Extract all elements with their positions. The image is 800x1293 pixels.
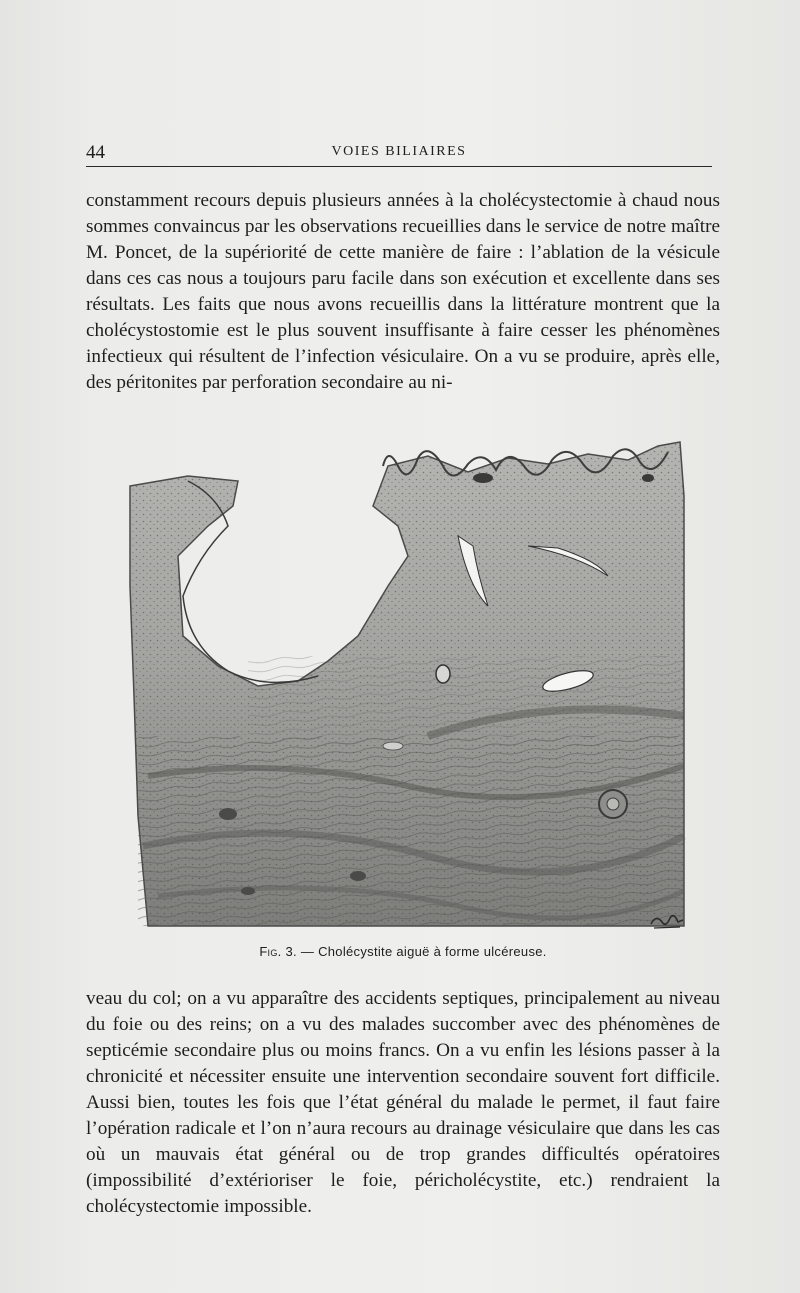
header-rule (86, 166, 712, 167)
figure-label: Fig. 3. (259, 944, 297, 959)
histology-section-illustration (128, 436, 686, 932)
page-number: 44 (86, 142, 105, 163)
caption-dash: — (300, 944, 315, 959)
histology-figure (128, 436, 686, 932)
running-head (86, 140, 712, 166)
running-head-title: VOIES BILIAIRES (331, 144, 467, 159)
body-paragraph-top: constamment recours depuis plusieurs années à la cholécystectomie à chaud nous sommes convaincus par les observations recueillies dans le service de notre maître M. Poncet, de la supériorité de cette manière de faire : l’ablation de la vésicule dans ces cas nous a toujours paru facile dans son exécution et excellente dans ses résultats. Les faits que nous avons recueillis dans la littérature montrent que la cholécystostomie est le plus souvent insuffisante à faire cesser les phénomènes infectieux qui résultent de l’infection vésiculaire. On a vu se produire, après elle, des péritonites par perforation secondaire au ni- (86, 190, 720, 393)
caption-text: Cholécystite aiguë à forme ulcéreuse. (318, 944, 547, 959)
engraver-monogram-mark (648, 910, 686, 932)
figure-caption (86, 944, 720, 959)
body-paragraph-bottom: veau du col; on a vu apparaître des accidents septiques, principalement au niveau du foie ou des reins; on a vu des malades succomber avec des phénomènes de septicémie secondaire plus ou moins francs. On a vu enfin les lésions passer à la chronicité et nécessiter ensuite une intervention secondaire souvent fort difficile. Aussi bien, toutes les fois que l’état général du malade le permet, il faut faire l’opération radicale et l’on n’aura recours au drainage vésiculaire que dans les cas où un mauvais état général ou de trop grandes difficultés opératoires (impossibilité d’extérioriser le foie, péricholécystite, etc.) rendraient la cholécystectomie impossible. (86, 988, 720, 1217)
